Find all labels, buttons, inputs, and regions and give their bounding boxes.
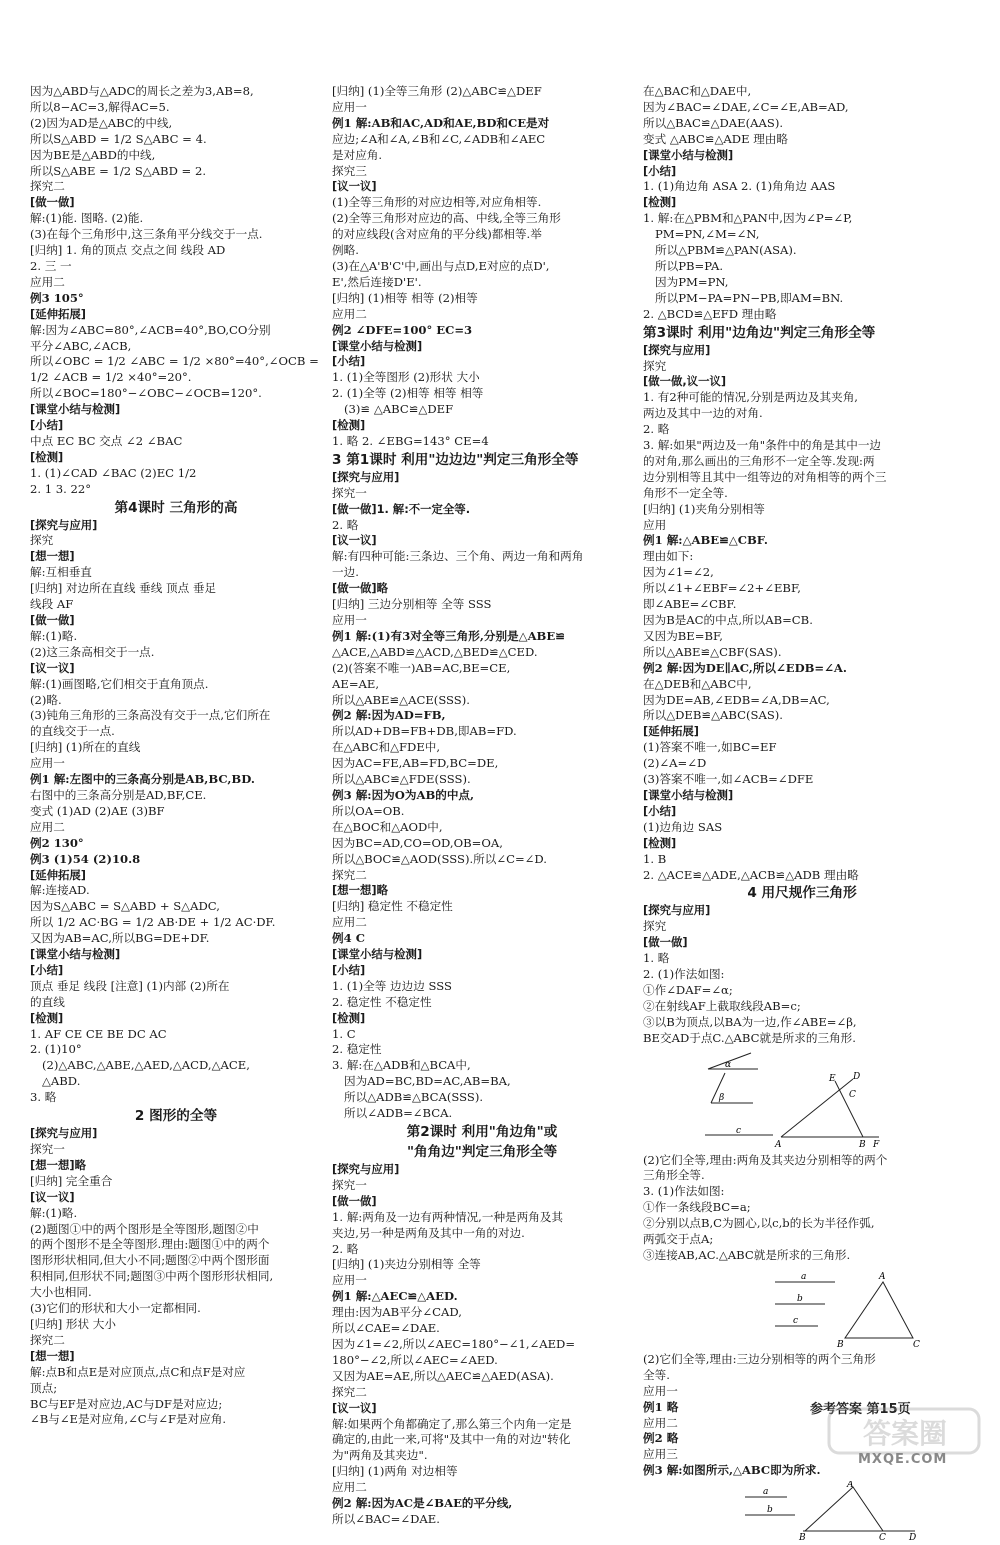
text-line: 解:(1)略. <box>30 628 78 643</box>
text-line: [议一议] <box>332 179 377 194</box>
text-line: [归纳] 三边分别相等 全等 SSS <box>332 597 492 612</box>
text-line: 2. 稳定性 不稳定性 <box>332 994 432 1009</box>
text-line: 2. 稳定性 <box>332 1042 382 1057</box>
text-line: 图形形状相同,但大小不同;题图②中两个图形面 <box>30 1253 270 1268</box>
text-line: 所以△ADB≌△BCA(SSS). <box>344 1090 484 1105</box>
text-line: 全等. <box>643 1367 670 1382</box>
text-line: 应用二 <box>30 274 65 289</box>
text-line: AE=AE, <box>332 676 380 691</box>
text-line: [归纳] 1. 角的顶点 交点之间 线段 AD <box>30 243 226 258</box>
text-line: (2)(答案不唯一)AB=AC,BE=CE, <box>332 660 511 675</box>
text-line: E',然后连接D'E'. <box>332 274 422 289</box>
text-line: 应用 <box>643 517 667 532</box>
text-line: 解:(1)画图略,它们相交于直角顶点. <box>30 676 209 691</box>
text-line: 边分别相等且其中一组等边的对角相等的两个三 <box>643 469 887 484</box>
text-line: 2. (1)10° <box>30 1042 82 1057</box>
text-line: 例1 解:左图中的三条高分别是AB,BC,BD. <box>30 772 255 787</box>
column-middle <box>332 84 632 1528</box>
text-line: 解:连接AD. <box>30 883 90 898</box>
text-line: 解:(1)能. 图略. (2)能. <box>30 211 144 226</box>
text-line: 的直线交于一点. <box>30 724 115 739</box>
text-line: [归纳] 完全重合 <box>30 1173 113 1188</box>
text-line: 例2 解:因为AD=FB, <box>332 708 446 723</box>
text-line: 在△DEB和△ABC中, <box>643 676 752 691</box>
text-line: [课堂小结与检测] <box>643 147 734 162</box>
text-line: (3)在△A'B'C'中,画出与点D,E对应的点D', <box>332 258 550 273</box>
text-line: 的对应线段(含对应角的平分线)都相等.举 <box>332 227 542 242</box>
text-line: [做一做]略 <box>332 581 388 596</box>
text-line: 例2 解:因为AC是∠BAE的平分线, <box>332 1496 513 1511</box>
text-line: [做一做,议一议] <box>643 374 727 389</box>
text-line: ③以B为顶点,以BA为一边,作∠ABE=∠β, <box>643 1014 857 1029</box>
text-line: 顶点; <box>30 1380 58 1395</box>
text-line: 2. 略 <box>332 517 359 532</box>
text-line: BE交AD于点C.△ABC就是所求的三角形. <box>643 1030 856 1045</box>
text-line: [归纳] (1)夹边分别相等 全等 <box>332 1257 481 1272</box>
text-line: 在△BAC和△DAE中, <box>643 84 752 98</box>
text-line: 积相同,但形状不同;题图③中两个图形形状相同, <box>30 1269 274 1284</box>
text-line: 顶点 垂足 线段 [注意] (1)内部 (2)所在 <box>30 978 230 993</box>
text-line: 1. 略 <box>643 951 670 966</box>
text-line: [归纳] 稳定性 不稳定性 <box>332 899 453 914</box>
text-line: [议一议] <box>30 660 75 675</box>
text-line: 1. 有2种可能的情况,分别是两边及其夹角, <box>643 390 858 405</box>
text-line: 变式 △ABC≌△ADE 理由略 <box>643 131 788 146</box>
text-line: 探究二 <box>30 179 65 194</box>
text-line: △ACE,△ABD≌△ACD,△BED≌△CED. <box>332 644 538 659</box>
text-line: (2)略. <box>30 692 62 707</box>
text-line: 3. 略 <box>30 1090 57 1105</box>
text-line: 例3 (1)54 (2)10.8 <box>30 851 141 866</box>
text-line: [归纳] (1)两角 对边相等 <box>332 1464 458 1479</box>
text-line: 三角形全等. <box>643 1168 705 1183</box>
text-line: [归纳] (1)夹角分别相等 <box>643 501 765 516</box>
text-line: (3)它们的形状和大小一定都相同. <box>30 1301 201 1316</box>
text-line: 因为PM=PN, <box>655 274 729 289</box>
text-line: 应用二 <box>332 306 367 321</box>
text-line: 理由:因为AB平分∠CAD, <box>332 1305 462 1320</box>
ray-ad <box>781 1079 853 1137</box>
text-line: 所以∠BAC=∠DAE. <box>332 1511 440 1526</box>
text-line: [探究与应用] <box>30 1126 98 1141</box>
text-line: 因为BE是△ABD的中线, <box>30 147 156 162</box>
text-line: 1. 解:两角及一边有两种情况,一种是两角及其 <box>332 1209 564 1224</box>
text-line: 因为DE=AB,∠EDB=∠A,DB=AC, <box>643 692 830 707</box>
text-line: [课堂小结与检测] <box>30 947 121 962</box>
text-line: 例1 解:△AEC≌△AED. <box>332 1289 458 1304</box>
text-line: [小结] <box>643 803 677 818</box>
text-line: 在△ABC和△FDE中, <box>332 740 441 755</box>
text-line: (3)答案不唯一,如∠ACB=∠DFE <box>643 772 814 787</box>
text-line: 2. 略 <box>643 422 670 437</box>
text-line: 所以 1/2 AC·BG = 1/2 AB·DE + 1/2 AC·DF. <box>30 915 276 930</box>
text-line: 即∠ABE=∠CBF. <box>643 597 737 612</box>
text-line: (2)它们全等,理由:三边分别相等的两个三角形 <box>643 1351 876 1366</box>
text-line: 例1 解:AB和AC,AD和AE,BD和CE是对 <box>332 115 550 130</box>
text-line: [课堂小结与检测] <box>30 402 121 417</box>
c-label: c <box>736 1125 742 1136</box>
text-line: 因为∠1=∠2, <box>643 565 714 580</box>
text-line: (2)这三条高相交于一点. <box>30 644 155 659</box>
text-line: 所以∠ADB=∠BCA. <box>344 1106 453 1121</box>
watermark-url: MXQE.COM <box>858 1452 948 1467</box>
text-line: (3)在每个三角形中,这三条角平分线交于一点. <box>30 227 263 242</box>
text-line: 应边;∠A和∠A,∠B和∠C,∠ADB和∠AEC <box>332 131 546 146</box>
text-line: [延伸拓展] <box>30 867 86 882</box>
column-right-part-1 <box>643 84 961 1047</box>
text-line: 例2 解:因为DE∥AC,所以∠EDB=∠A. <box>643 660 847 675</box>
text-line: 理由如下: <box>643 549 694 564</box>
section-heading: 第2课时 利用"角边角"或 <box>406 1124 558 1140</box>
text-line: 解:(1)略. <box>30 1205 78 1220</box>
text-line: 所以S△ABE = 1/2 S△ABD = 2. <box>30 163 207 178</box>
text-line: 因为∠BAC=∠DAE,∠C=∠E,AB=AD, <box>643 99 849 114</box>
text-line: 的两个图形不是全等图形.理由:题图①中的两个 <box>30 1237 270 1252</box>
text-line: 角形不一定全等. <box>643 485 728 500</box>
text-line: (1)答案不唯一,如BC=EF <box>643 740 777 755</box>
text-line: 是对应角. <box>332 147 383 162</box>
text-line: (2)它们全等,理由:两角及其夹边分别相等的两个 <box>643 1152 888 1167</box>
text-line: 探究二 <box>332 1384 367 1399</box>
text-line: [做一做] <box>643 935 688 950</box>
beta-label: β <box>719 1092 725 1103</box>
text-line: 所以∠BOC=180°−∠OBC−∠OCB=120°. <box>30 386 262 401</box>
text-line: [归纳] (1)全等三角形 (2)△ABC≌△DEF <box>332 84 542 98</box>
text-line: 例1 略 <box>643 1399 679 1414</box>
text-line: [课堂小结与检测] <box>332 338 423 353</box>
point-a-label: A <box>775 1139 782 1149</box>
text-line: 探究二 <box>30 1332 65 1347</box>
text-line: 3. 解:在△ADB和△BCA中, <box>332 1058 471 1073</box>
text-line: [议一议] <box>332 1400 377 1415</box>
text-line: [议一议] <box>30 1189 75 1204</box>
text-line: 1/2 ∠ACB = 1/2 ×40°=20°. <box>30 370 192 385</box>
section-heading: 第4课时 三角形的高 <box>114 499 238 516</box>
text-line: 所以△ABE≌△ACE(SSS). <box>332 692 470 707</box>
text-line: [检测] <box>30 1010 64 1025</box>
text-line: 因为BC=AD,CO=OD,OB=OA, <box>332 835 503 850</box>
point-b-label-2: B <box>837 1339 844 1348</box>
text-line: 2. △BCD≌△EFD 理由略 <box>643 306 777 321</box>
text-line: 应用一 <box>30 756 65 771</box>
text-line: [探究与应用] <box>332 469 400 484</box>
text-line: 探究一 <box>30 1142 65 1156</box>
text-line: [归纳] (1)所在的直线 <box>30 740 141 755</box>
text-line: 解:如果两个角都确定了,那么第三个内角一定是 <box>332 1416 572 1431</box>
point-c-label-3: C <box>879 1533 886 1542</box>
b-label: b <box>797 1293 803 1304</box>
text-line: 解:点B和点E是对应顶点,点C和点F是对应 <box>30 1364 246 1379</box>
text-line: 确定的,由此一来,可将"及其中一角的对边"转化 <box>332 1432 571 1447</box>
construction-figure-example3 <box>743 1481 923 1541</box>
text-line: [检测] <box>332 1010 366 1025</box>
text-line: 应用二 <box>332 915 367 930</box>
text-line: PM=PN,∠M=∠N, <box>655 227 760 242</box>
text-line: [延伸拓展] <box>30 306 86 321</box>
text-line: 探究 <box>643 919 667 934</box>
text-line: 应用二 <box>332 1480 367 1495</box>
text-line: 应用一 <box>332 1273 367 1288</box>
text-line: [小结] <box>643 163 677 178</box>
text-line: 所以∠OBC = 1/2 ∠ABC = 1/2 ×80°=40°,∠OCB = <box>30 354 319 369</box>
text-line: 例1 解:△ABE≌△CBF. <box>643 533 768 548</box>
text-line: 180°−∠2,所以∠AEC=∠AED. <box>332 1352 498 1367</box>
text-line: [小结] <box>332 962 366 977</box>
text-line: [课堂小结与检测] <box>643 787 734 802</box>
a-label-3: a <box>763 1487 769 1498</box>
text-line: 又因为AB=AC,所以BG=DE+DF. <box>30 931 210 946</box>
point-c-label-2: C <box>913 1339 920 1348</box>
text-line: [小结] <box>30 962 64 977</box>
text-line: 因为∠1=∠2,所以∠AEC=180°−∠1,∠AED= <box>332 1336 576 1351</box>
text-line: 应用一 <box>332 613 367 627</box>
construction-figure-asa <box>703 1051 883 1149</box>
text-line: 两弧交于点A; <box>643 1232 714 1247</box>
section-heading: 第3课时 利用"边角边"判定三角形全等 <box>643 324 876 341</box>
text-line: 解:因为∠ABC=80°,∠ACB=40°,BO,CO分别 <box>30 322 271 337</box>
text-line: ∠B与∠E是对应角,∠C与∠F是对应角. <box>30 1412 227 1427</box>
text-line: 所以∠CAE=∠DAE. <box>332 1321 440 1336</box>
text-line: (2)因为AD是△ABC的中线, <box>30 115 173 130</box>
triangle-abc-3 <box>805 1487 883 1531</box>
text-line: (2)∠A=∠D <box>643 756 707 771</box>
text-line: 大小也相同. <box>30 1285 92 1300</box>
text-line: 例1 解:(1)有3对全等三角形,分别是△ABE≌ <box>332 628 565 643</box>
text-line: BC与EF是对应边,AC与DF是对应边; <box>30 1396 223 1411</box>
text-line: 又因为BE=BF, <box>643 628 723 643</box>
text-line: (3)≌ △ABC≌△DEF <box>344 402 454 417</box>
point-b-label-3: B <box>799 1533 806 1542</box>
text-line: 1. (1)全等图形 (2)形状 大小 <box>332 370 480 385</box>
text-line: [延伸拓展] <box>643 724 699 739</box>
b-label-3: b <box>767 1505 773 1516</box>
text-line: [想一想]略 <box>332 883 388 898</box>
text-line: 应用一 <box>332 99 367 114</box>
text-line: [小结] <box>30 418 64 433</box>
text-line: 所以8−AC=3,解得AC=5. <box>30 99 170 114</box>
text-line: 一边. <box>332 565 359 580</box>
alpha-label: α <box>725 1059 732 1070</box>
page-number: 参考答案 第15页 <box>810 1402 911 1417</box>
text-line: 例3 解:如图所示,△ABC即为所求. <box>643 1463 821 1478</box>
point-c-label: C <box>849 1089 856 1100</box>
text-line: [议一议] <box>332 533 377 548</box>
text-line: 所以△BAC≌△DAE(AAS). <box>643 115 784 130</box>
text-line: 3. 解:如果"两边及一角"条件中的角是其中一边 <box>643 438 882 453</box>
text-line: 所以△ABE≌△CBF(SAS). <box>643 644 782 659</box>
text-line: [检测] <box>643 835 677 850</box>
text-line: 又因为AE=AE,所以△AEC≌△AED(ASA). <box>332 1368 554 1383</box>
text-line: 1. (1)角边角 ASA 2. (1)角角边 AAS <box>643 179 836 194</box>
section-heading: "角角边"判定三角形全等 <box>406 1144 558 1160</box>
text-line: 所以△DEB≌△ABC(SAS). <box>643 708 783 723</box>
text-line: 2. 1 3. 22° <box>30 481 92 496</box>
text-line: 2. 略 <box>332 1241 359 1256</box>
section-heading: 3 第1课时 利用"边边边"判定三角形全等 <box>332 451 579 468</box>
text-line: 2. 三 一 <box>30 258 72 273</box>
text-line: ②在射线AF上截取线段AB=c; <box>643 998 801 1013</box>
text-line: 为"两角及其夹边". <box>332 1448 428 1463</box>
text-line: [课堂小结与检测] <box>332 947 423 962</box>
text-line: 1. 解:在△PBM和△PAN中,因为∠P=∠P, <box>643 211 853 226</box>
text-line: [检测] <box>643 195 677 210</box>
text-line: [探究与应用] <box>332 1162 400 1176</box>
text-line: [想一想] <box>30 1348 75 1363</box>
text-line: [探究与应用] <box>643 342 711 357</box>
text-line: 例略. <box>332 243 359 258</box>
text-line: 应用一 <box>643 1383 678 1398</box>
text-line: [想一想] <box>30 549 75 564</box>
text-line: 所以OA=OB. <box>332 803 405 818</box>
column-left <box>30 84 322 1428</box>
text-line: 2. (1)全等 (2)相等 相等 相等 <box>332 386 484 401</box>
text-line: 因为AD=BC,BD=AC,AB=BA, <box>344 1074 511 1089</box>
text-line: 因为B是AC的中点,所以AB=CB. <box>643 613 813 627</box>
column-right <box>643 84 961 1545</box>
text-line: [探究与应用] <box>643 903 711 918</box>
text-line: 1. 略 2. ∠EBG=143° CE=4 <box>332 433 489 448</box>
text-line: △ABD. <box>42 1074 81 1089</box>
text-line: 2. (1)作法如图: <box>643 967 725 982</box>
text-line: [检测] <box>332 418 366 433</box>
text-line: 探究 <box>30 533 54 548</box>
c-label-2: c <box>793 1315 799 1326</box>
text-line: [归纳] 形状 大小 <box>30 1316 116 1331</box>
text-line: [探究与应用] <box>30 517 98 532</box>
text-line: [归纳] 对边所在直线 垂线 顶点 垂足 <box>30 581 217 596</box>
text-line: ②分别以点B,C为圆心,以c,b的长为半径作弧, <box>643 1216 875 1231</box>
text-line: (1)全等三角形的对应边相等,对应角相等. <box>332 195 542 210</box>
text-line: [检测] <box>30 449 64 464</box>
point-a-label-2: A <box>879 1271 886 1282</box>
text-line: [做一做] <box>30 195 75 210</box>
text-line: 例3 105° <box>30 290 84 305</box>
text-line: 在△BOC和△AOD中, <box>332 819 443 834</box>
text-line: 探究一 <box>332 485 367 500</box>
text-line: 中点 EC BC 交点 ∠2 ∠BAC <box>30 433 183 448</box>
text-line: 1. C <box>332 1026 356 1041</box>
text-line: 夹边,另一种是两角及其中一角的对边. <box>332 1225 525 1240</box>
text-line: 所以△BOC≌△AOD(SSS).所以∠C=∠D. <box>332 851 547 866</box>
text-line: 因为△ABD与△ADC的周长之差为3,AB=8, <box>30 84 254 98</box>
text-line: 因为AC=FE,AB=FD,BC=DE, <box>332 756 499 771</box>
triangle-abc <box>845 1282 913 1338</box>
section-heading: 2 图形的全等 <box>134 1108 218 1125</box>
text-line: 应用二 <box>30 819 65 834</box>
text-line: 所以△ABC≌△FDE(SSS). <box>332 772 471 787</box>
text-line: 因为S△ABC = S△ABD + S△ADC, <box>30 899 220 914</box>
text-line: 所以PB=PA. <box>655 258 724 273</box>
text-line: 的对角,那么画出的三角形不一定全等.发现:两 <box>643 453 875 468</box>
text-line: 3. (1)作法如图: <box>643 1184 725 1199</box>
text-line: 右图中的三条高分别是AD,BF,CE. <box>30 787 207 802</box>
text-line: ①作一条线段BC=a; <box>643 1200 751 1215</box>
construction-figure-sss <box>773 1268 933 1348</box>
text-line: 2. △ACE≌△ADE,△ACB≌△ADB 理由略 <box>643 867 859 882</box>
text-line: 的直线 <box>30 994 65 1009</box>
text-line: [做一做] <box>30 613 75 627</box>
text-line: 所以△PBM≌△PAN(ASA). <box>655 243 797 258</box>
text-line: 例2 130° <box>30 835 84 850</box>
text-line: [小结] <box>332 354 366 369</box>
text-line: 例2 ∠DFE=100° EC=3 <box>332 322 473 337</box>
text-line: 探究一 <box>332 1177 367 1192</box>
text-line: ③连接AB,AC.△ABC就是所求的三角形. <box>643 1248 851 1262</box>
point-a-label-3: A <box>847 1481 854 1491</box>
text-line: 例4 C <box>332 931 365 946</box>
text-line: (1)边角边 SAS <box>643 819 723 834</box>
text-line: 应用三 <box>643 1447 678 1462</box>
text-line: 两边及其中一边的对角. <box>643 406 763 421</box>
text-line: 所以AD+DB=FB+DB,即AB=FD. <box>332 724 517 739</box>
text-line: 所以PM−PA=PN−PB,即AM=BN. <box>655 290 844 305</box>
point-b-label: B <box>859 1139 866 1149</box>
text-line: 所以S△ABD = 1/2 S△ABC = 4. <box>30 131 207 146</box>
column-right-part-2 <box>643 1153 961 1264</box>
text-line: [做一做] <box>332 1193 377 1208</box>
text-line: 探究三 <box>332 163 367 178</box>
text-line: 所以∠1+∠EBF=∠2+∠EBF, <box>643 581 801 596</box>
text-line: [想一想]略 <box>30 1157 86 1172</box>
text-line: 解:互相垂直 <box>30 565 92 580</box>
section-heading: 4 用尺规作三角形 <box>747 885 857 902</box>
text-line: [做一做]1. 解:不一定全等. <box>332 501 471 516</box>
text-line: 例2 略 <box>643 1431 679 1446</box>
text-line: 探究二 <box>332 867 367 882</box>
text-line: 1. B <box>643 851 667 866</box>
text-line: ①作∠DAF=∠α; <box>643 982 733 997</box>
text-line: 1. AF CE CE BE DC AC <box>30 1026 167 1041</box>
text-line: 1. (1)∠CAD ∠BAC (2)EC 1/2 <box>30 465 197 480</box>
text-line: 线段 AF <box>30 597 74 612</box>
text-line: (2)全等三角形对应边的高、中线,全等三角形 <box>332 211 561 226</box>
text-line: (2)△ABC,△ABE,△AED,△ACD,△ACE, <box>42 1058 250 1073</box>
text-line: (2)题图①中的两个图形是全等图形,题图②中 <box>30 1221 259 1236</box>
text-line: 解:有四种可能:三条边、三个角、两边一角和两角 <box>332 549 584 564</box>
text-line: [归纳] (1)相等 相等 (2)相等 <box>332 290 478 305</box>
watermark-text: 答案圈 <box>862 1417 948 1450</box>
point-f-label: F <box>873 1139 880 1149</box>
text-line: 应用二 <box>643 1415 678 1430</box>
text-line: 平分∠ABC,∠ACB, <box>30 338 132 353</box>
text-line: 变式 (1)AD (2)AE (3)BF <box>30 803 165 818</box>
point-d-label-3: D <box>909 1533 917 1542</box>
point-d-label: D <box>853 1071 861 1082</box>
text-line: (3)钝角三角形的三条高没有交于一点,它们所在 <box>30 708 271 723</box>
text-line: 1. (1)全等 边边边 SSS <box>332 978 452 993</box>
text-line: 探究 <box>643 358 667 373</box>
text-line: 例3 解:因为O为AB的中点, <box>332 787 475 802</box>
point-e-label: E <box>829 1073 836 1084</box>
a-label: a <box>801 1271 807 1282</box>
